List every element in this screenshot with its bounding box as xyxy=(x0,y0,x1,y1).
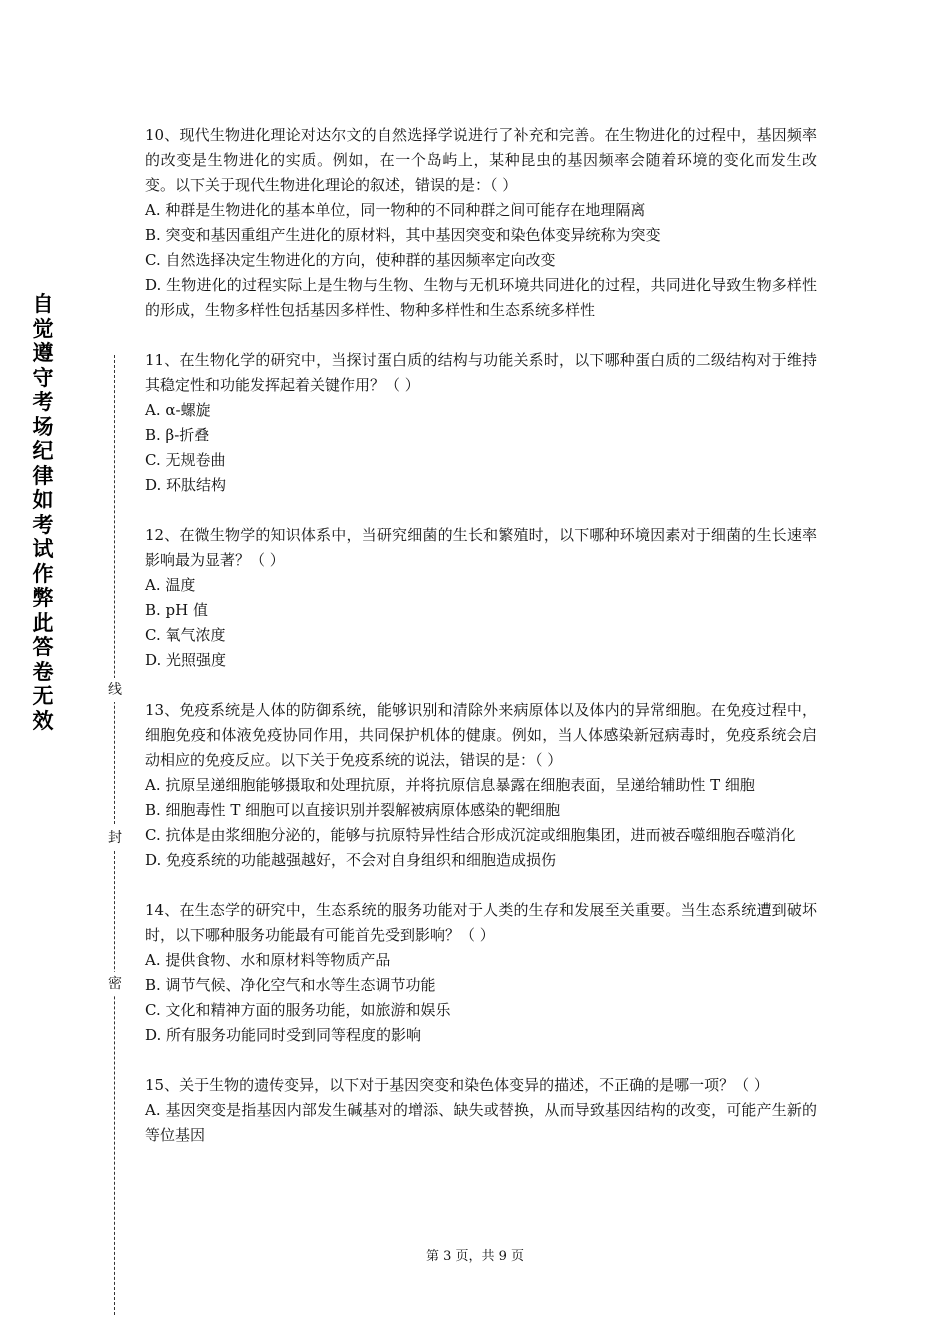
binding-mark-secret: 密 xyxy=(104,972,126,996)
option-a: A. α-螺旋 xyxy=(145,401,211,419)
option-a: A. 提供食物、水和原材料等物质产品 xyxy=(145,951,391,969)
option-d: D. 光照强度 xyxy=(145,651,227,669)
option-d: D. 环肽结构 xyxy=(145,476,227,494)
option-d: D. 免疫系统的功能越强越好，不会对自身组织和细胞造成损伤 xyxy=(145,851,557,869)
option-a: A. 基因突变是指基因内部发生碱基对的增添、缺失或替换，从而导致基因结构的改变，可能产生新的等位基因 xyxy=(145,1101,817,1144)
option-b: B. pH 值 xyxy=(145,601,209,619)
question-stem: 12、在微生物学的知识体系中，当研究细菌的生长和繁殖时，以下哪种环境因素对于细菌的生长速率影响最为显著？（ ） xyxy=(145,526,817,569)
question-stem: 10、现代生物进化理论对达尔文的自然选择学说进行了补充和完善。在生物进化的过程中，基因频率的改变是生物进化的实质。例如，在一个岛屿上，某种昆虫的基因频率会随着环境的变化而发生改变。以下关于现代生物进化理论的叙述，错误的是：（ ） xyxy=(145,126,817,194)
question-list xyxy=(145,123,817,1173)
question-12 xyxy=(145,523,817,673)
option-b: B. 调节气候、净化空气和水等生态调节功能 xyxy=(145,976,436,994)
question-10 xyxy=(145,123,817,323)
option-a: A. 温度 xyxy=(145,576,196,594)
option-d: D. 所有服务功能同时受到同等程度的影响 xyxy=(145,1026,422,1044)
question-15 xyxy=(145,1073,817,1148)
option-c: C. 氧气浓度 xyxy=(145,626,226,644)
question-stem: 13、免疫系统是人体的防御系统，能够识别和清除外来病原体以及体内的异常细胞。在免疫过程中，细胞免疫和体液免疫协同作用，共同保护机体的健康。例如，当人体感染新冠病毒时，免疫系统会启动相应的免疫反应。以下关于免疫系统的说法，错误的是：（ ） xyxy=(145,701,817,769)
option-b: B. 突变和基因重组产生进化的原材料，其中基因突变和染色体变异统称为突变 xyxy=(145,226,661,244)
question-stem: 14、在生态学的研究中，生态系统的服务功能对于人类的生存和发展至关重要。当生态系统遭到破坏时，以下哪种服务功能最有可能首先受到影响？（ ） xyxy=(145,901,817,944)
option-a: A. 抗原呈递细胞能够摄取和处理抗原，并将抗原信息暴露在细胞表面，呈递给辅助性 T 细胞 xyxy=(145,776,755,794)
question-14 xyxy=(145,898,817,1048)
binding-mark-seal: 封 xyxy=(104,826,126,850)
option-b: B. β-折叠 xyxy=(145,426,210,444)
option-c: C. 抗体是由浆细胞分泌的，能够与抗原特异性结合形成沉淀或细胞集团，进而被吞噬细胞吞噬消化 xyxy=(145,826,796,844)
binding-mark-line: 线 xyxy=(104,678,126,702)
option-c: C. 自然选择决定生物进化的方向，使种群的基因频率定向改变 xyxy=(145,251,556,269)
option-a: A. 种群是生物进化的基本单位，同一物种的不同种群之间可能存在地理隔离 xyxy=(145,201,646,219)
exam-discipline-warning: 自觉遵守考场纪律如考试作弊此答卷无效 xyxy=(32,292,54,733)
option-b: B. 细胞毒性 T 细胞可以直接识别并裂解被病原体感染的靶细胞 xyxy=(145,801,561,819)
option-c: C. 文化和精神方面的服务功能，如旅游和娱乐 xyxy=(145,1001,451,1019)
question-stem: 11、在生物化学的研究中，当探讨蛋白质的结构与功能关系时，以下哪种蛋白质的二级结构对于维持其稳定性和功能发挥起着关键作用？（ ） xyxy=(145,351,817,394)
option-c: C. 无规卷曲 xyxy=(145,451,226,469)
option-d: D. 生物进化的过程实际上是生物与生物、生物与无机环境共同进化的过程，共同进化导致生物多样性的形成，生物多样性包括基因多样性、物种多样性和生态系统多样性 xyxy=(145,276,817,319)
page-number: 第 3 页，共 9 页 xyxy=(425,1249,525,1264)
question-13 xyxy=(145,698,817,873)
question-stem: 15、关于生物的遗传变异，以下对于基因突变和染色体变异的描述，不正确的是哪一项？（ ） xyxy=(145,1076,769,1094)
question-11 xyxy=(145,348,817,498)
